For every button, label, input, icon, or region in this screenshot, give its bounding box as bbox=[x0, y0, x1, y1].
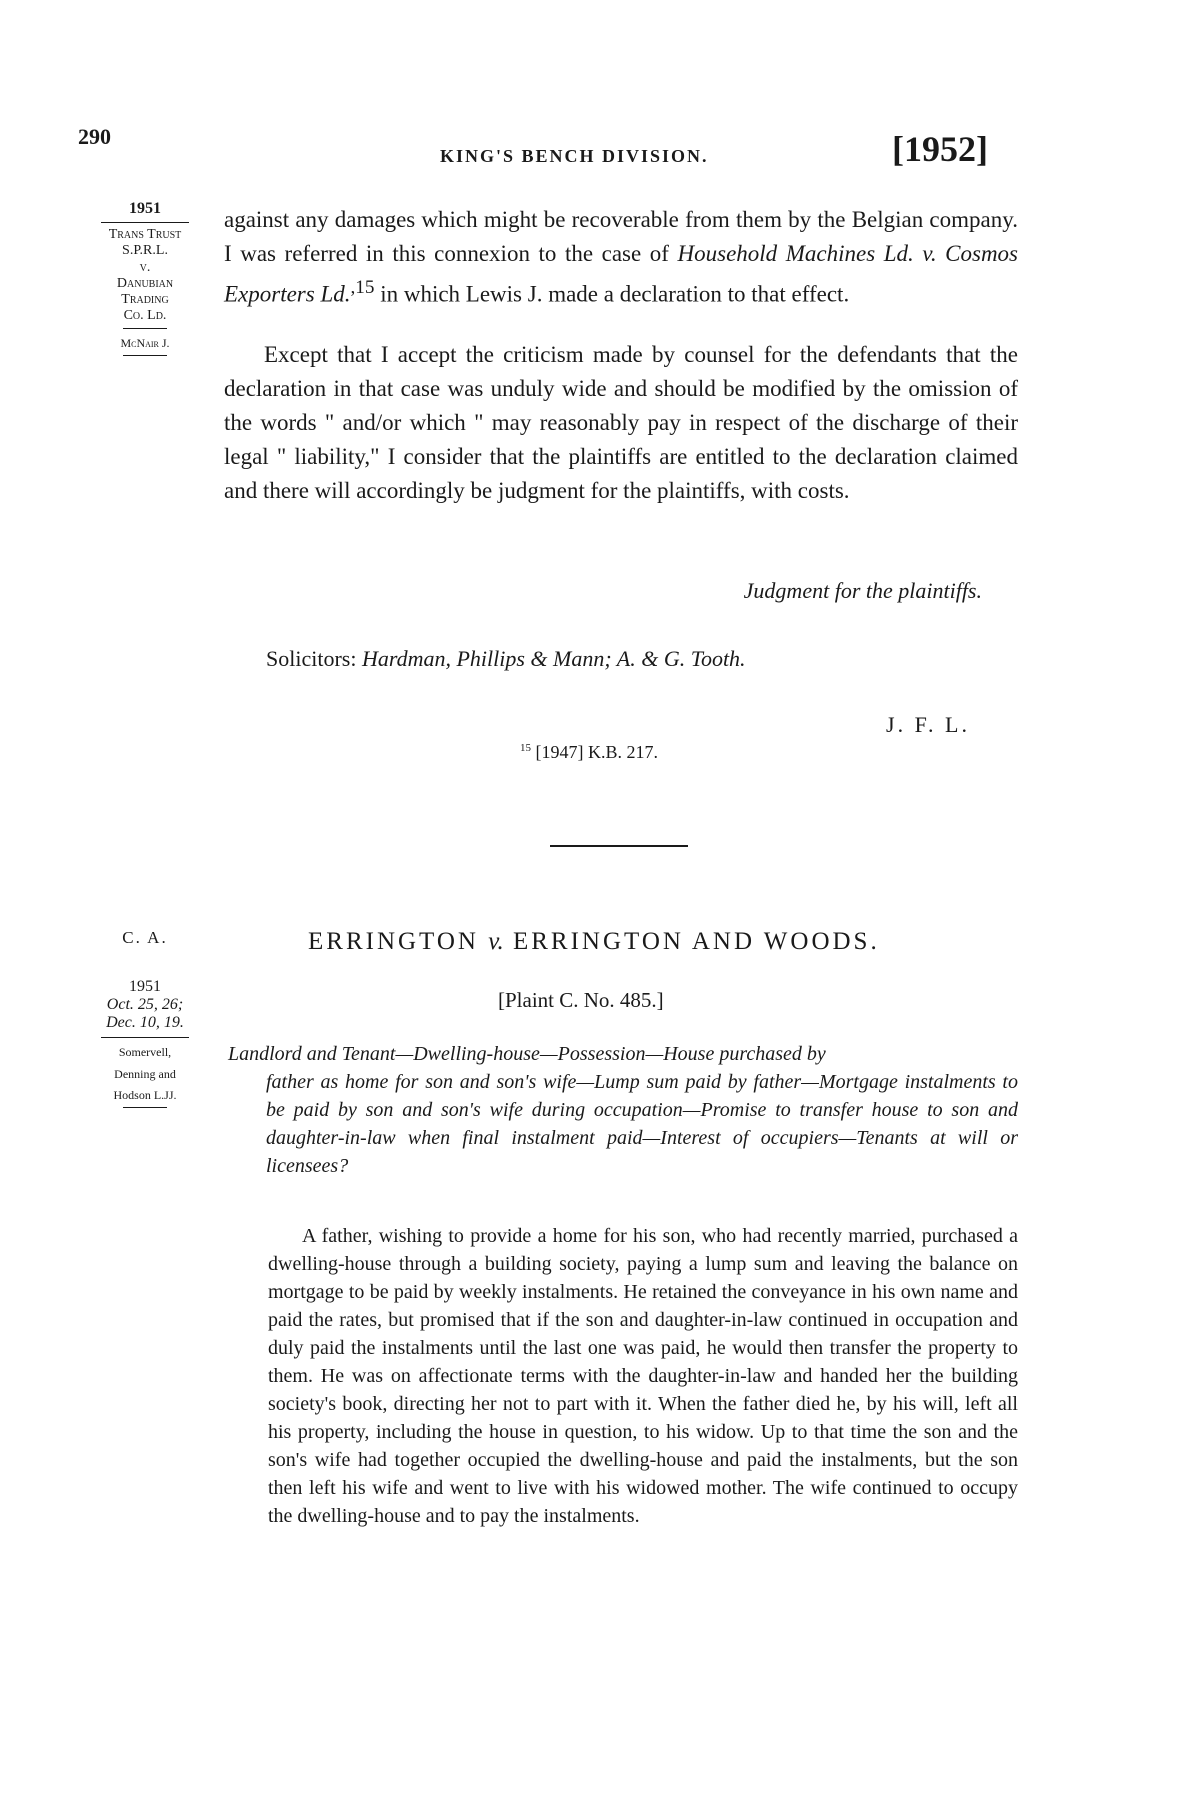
sidenote-rule bbox=[123, 355, 167, 356]
case-sidenote bbox=[70, 200, 220, 360]
paragraph-text: in which Lewis J. made a declaration to that effect. bbox=[374, 281, 850, 307]
case-party: ERRINGTON AND WOODS. bbox=[512, 928, 880, 955]
sidenote-year: 1951 bbox=[129, 977, 161, 995]
footnote bbox=[520, 742, 658, 763]
sidenote-rule bbox=[123, 1107, 167, 1108]
page-number: 290 bbox=[78, 124, 111, 149]
judgment-line: Judgment for the plaintiffs. bbox=[743, 578, 982, 603]
sidenote-date: Dec. 10, 19. bbox=[106, 1014, 184, 1032]
sidenote-party: Co. Ld. bbox=[123, 307, 167, 323]
paragraph-text: against any damages which might be recoverable from them by the Belgian company. I was referred in this connexion to the case of bbox=[224, 207, 1018, 266]
case-summary bbox=[268, 1222, 1018, 1530]
footnote-reference: ,15 bbox=[350, 277, 375, 298]
solicitors-line bbox=[266, 646, 746, 672]
body-paragraph bbox=[224, 203, 1018, 312]
section-divider bbox=[550, 845, 688, 847]
sidenote-rule bbox=[123, 328, 167, 329]
headnote-first-line: Landlord and Tenant—Dwelling-house—Possession—House purchased by bbox=[228, 1043, 826, 1065]
reporter-initials: J. F. L. bbox=[886, 712, 970, 737]
sidenote-party: Danubian bbox=[116, 275, 174, 291]
headnote bbox=[228, 1040, 1018, 1180]
sidenote-court: C. A. bbox=[122, 928, 168, 947]
sidenote-rule bbox=[101, 1037, 189, 1038]
sidenote-versus: v. bbox=[139, 259, 151, 275]
sidenote-party: Trading bbox=[121, 291, 169, 307]
solicitors-label: Solicitors: bbox=[266, 646, 357, 671]
summary-paragraph: A father, wishing to provide a home for his son, who had recently married, purchased a dwelling-house through a building society, paying a lump sum and leaving the balance on mortgage to be paid by weekly instalments. He retained the conveyance in his own name and paid the rates, but promised that if the son and daughter-in-law continued in occupation and duly paid the instalments until the last one was paid, he would then transfer the property to them. He was on affectionate terms with the daughter-in-law and handed her the building society's book, directing her not to part with it. When the father died he, by his will, left all his property, including the house in question, to his widow. Up to that time the son and the son's wife had together occupied the dwelling-house and paid the instalments, but the son then left his wife and went to live with his widowed mother. The wife continued to occupy the dwelling-house and to pay the instalments. bbox=[268, 1225, 1018, 1527]
year-bracket: [1952] bbox=[892, 129, 988, 169]
footnote-marker: 15 bbox=[520, 742, 531, 754]
sidenote-date: Oct. 25, 26; bbox=[106, 995, 184, 1013]
body-paragraph bbox=[224, 338, 1018, 508]
headnote-text: father as home for son and son's wife—Lump sum paid by father—Mortgage instalments to be paid by son and son's wife during occupation—Promise to transfer house to son and daughter-in-law when final instalment paid—Interest of occupiers—Tenants at will or licensees? bbox=[266, 1071, 1018, 1177]
sidenote-judges: Somervell, bbox=[118, 1044, 172, 1059]
case-citation: Household Machines Ld. v. Cosmos Exporters Ld. bbox=[224, 241, 1019, 307]
sidenote-party: Trans Trust bbox=[108, 227, 182, 243]
running-head: KING'S BENCH DIVISION. bbox=[440, 146, 709, 166]
sidenote-judges: Hodson L.JJ. bbox=[113, 1088, 177, 1103]
footnote-text: [1947] K.B. 217. bbox=[531, 742, 658, 762]
sidenote-judge: McNair J. bbox=[120, 335, 170, 350]
case-sidenote bbox=[70, 928, 220, 1112]
sidenote-year: 1951 bbox=[129, 200, 161, 217]
sidenote-judges: Denning and bbox=[114, 1066, 176, 1081]
solicitors-names: Hardman, Phillips & Mann; A. & G. Tooth. bbox=[361, 646, 746, 671]
case-versus: v. bbox=[488, 928, 504, 955]
sidenote-rule bbox=[101, 222, 189, 223]
sidenote-party: S.P.R.L. bbox=[122, 243, 168, 259]
case-party: ERRINGTON bbox=[308, 928, 479, 955]
case-title bbox=[308, 928, 880, 956]
paragraph-text: Except that I accept the criticism made by counsel for the defendants that the declaration in that case was unduly wide and should be modified by the omission of the words " and/or which " may reasonably pay in respect of the discharge of their legal " liability," I consider that the plaintiffs are entitled to the declaration claimed and there will accordingly be judgment for the plaintiffs, with costs. bbox=[224, 342, 1018, 503]
plaint-number: [Plaint C. No. 485.] bbox=[498, 988, 664, 1012]
